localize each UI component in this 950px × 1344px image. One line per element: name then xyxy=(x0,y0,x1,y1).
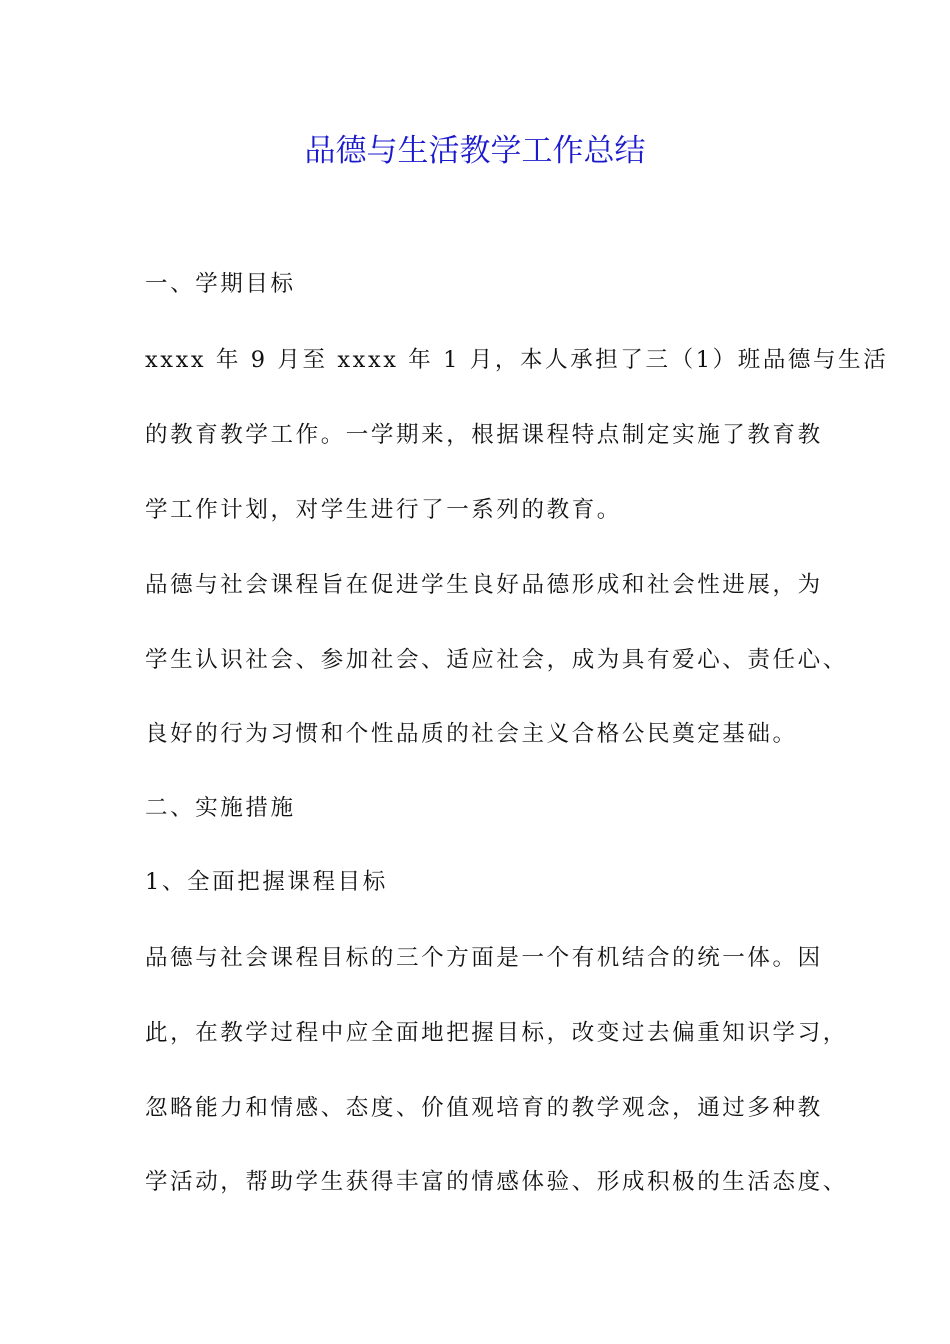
section-heading-1: 一、学期目标 xyxy=(145,271,296,297)
paragraph-line: 学生认识社会、参加社会、适应社会，成为具有爱心、责任心、 xyxy=(145,647,848,673)
document-title: 品德与生活教学工作总结 xyxy=(304,133,646,169)
paragraph-line: 的教育教学工作。一学期来，根据课程特点制定实施了教育教 xyxy=(145,422,823,448)
paragraph-line: 忽略能力和情感、态度、价值观培育的教学观念，通过多种教 xyxy=(145,1095,823,1121)
paragraph-line: 此，在教学过程中应全面地把握目标，改变过去偏重知识学习， xyxy=(145,1020,848,1046)
paragraph-line: 学活动，帮助学生获得丰富的情感体验、形成积极的生活态度、 xyxy=(145,1169,848,1195)
paragraph-line: 品德与社会课程目标的三个方面是一个有机结合的统一体。因 xyxy=(145,945,823,971)
paragraph-line: 学工作计划，对学生进行了一系列的教育。 xyxy=(145,497,622,523)
paragraph-line: xxxx 年 9 月至 xxxx 年 1 月，本人承担了三（1）班品德与生活 xyxy=(145,347,889,373)
paragraph-line: 品德与社会课程旨在促进学生良好品德形成和社会性进展，为 xyxy=(145,572,823,598)
subsection-heading: 1、全面把握课程目标 xyxy=(145,869,388,895)
paragraph-line: 良好的行为习惯和个性品质的社会主义合格公民奠定基础。 xyxy=(145,721,798,747)
section-heading-2: 二、实施措施 xyxy=(145,795,296,821)
